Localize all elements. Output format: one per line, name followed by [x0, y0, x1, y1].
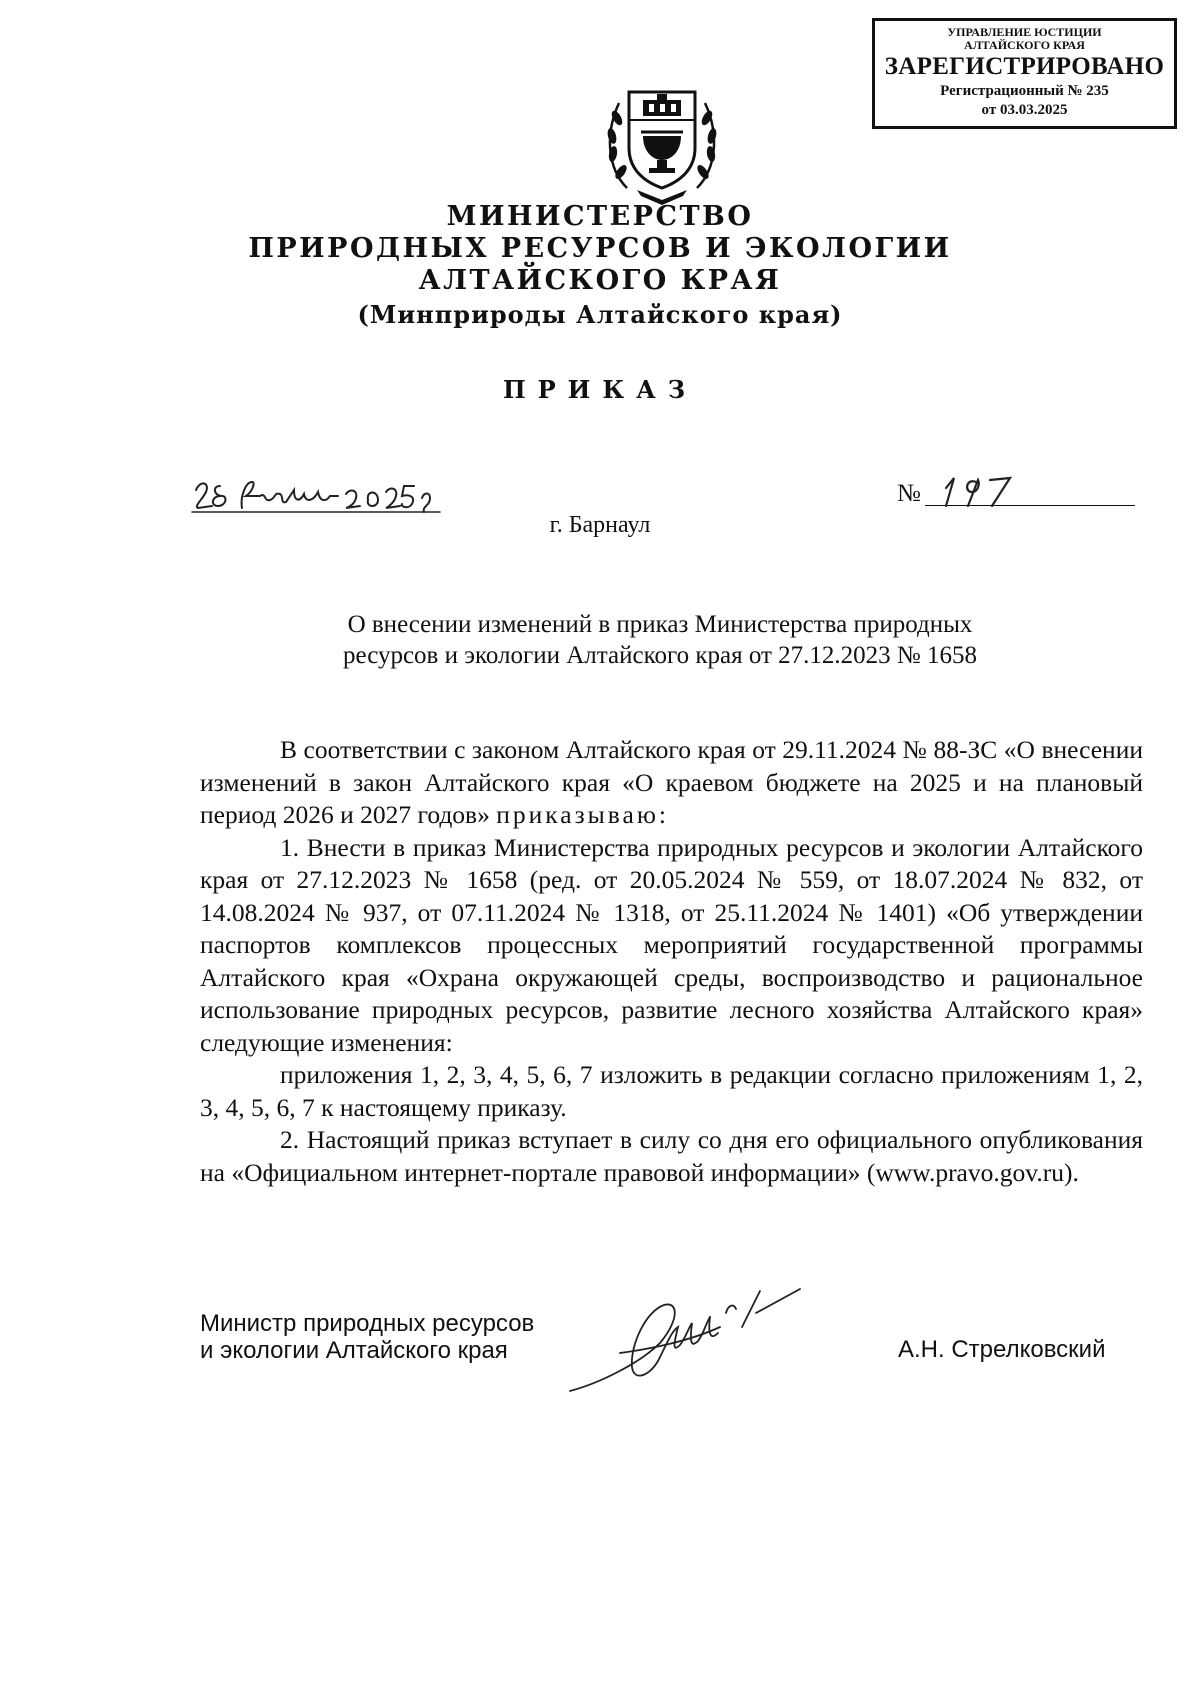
- stamp-line2: АЛТАЙСКОГО КРАЯ: [964, 38, 1085, 52]
- ministry-name-line1: МИНИСТЕРСТВО: [446, 201, 754, 232]
- coat-of-arms-icon: [597, 78, 727, 208]
- title-line1: О внесении изменений в приказ Министерства природных: [347, 611, 973, 638]
- signatory-position-line2: и экологии Алтайского края: [200, 1337, 508, 1364]
- city: г. Барнаул: [549, 512, 651, 538]
- document-body: [200, 734, 1143, 1189]
- handwritten-signature-icon: [560, 1283, 850, 1403]
- paragraph-item-2: 2. Настоящий приказ вступает в силу со дня его официального опубликования на «Официальном интернет-портале правовой информации» (www.pravo.gov.ru).: [200, 1125, 1143, 1187]
- paragraph-basis: [200, 734, 1143, 832]
- stamp-reg-date: от 03.03.2025: [981, 102, 1068, 118]
- ministry-name-line3: АЛТАЙСКОГО КРАЯ: [418, 265, 782, 296]
- title-line2: ресурсов и экологии Алтайского края от 27.12.2023 № 1658: [342, 642, 978, 669]
- signatory-name: А.Н. Стрелковский: [898, 1336, 1106, 1363]
- registration-stamp: [872, 18, 1177, 129]
- stamp-status: ЗАРЕГИСТРИРОВАНО: [884, 53, 1165, 80]
- stamp-reg-number: Регистрационный № 235: [940, 83, 1109, 99]
- handwritten-number: [938, 470, 1018, 510]
- signatory-position: [200, 1310, 534, 1364]
- document-type: ПРИКАЗ: [502, 375, 698, 404]
- signatory-position-line1: Министр природных ресурсов: [200, 1310, 535, 1337]
- handwritten-date: [190, 468, 455, 518]
- number-label: №: [897, 480, 921, 507]
- stamp-line1: УПРАВЛЕНИЕ ЮСТИЦИИ: [947, 25, 1102, 39]
- order-action-word: приказываю:: [496, 800, 669, 829]
- paragraph-basis-text: В соответствии с законом Алтайского края от 29.11.2024 № 88-ЗС «О внесении изменений в закон Алтайского края «О краевом бюджете на 2025 и на плановый период 2026 и 2027 годов»: [200, 735, 1143, 829]
- ministry-short-name: (Минприроды Алтайского края): [357, 300, 843, 329]
- paragraph-item-1: 1. Внести в приказ Министерства природных ресурсов и экологии Алтайского края от 27.12.2023 № 1658 (ред. от 20.05.2024 № 559, от 18.07.2024 № 832, от 14.08.2024 № 937, от 07.11.2024 № 1318, от 25.11.2024 № 1401) «Об утверждении паспортов комплексов процессных мероприятий государственной программы Алтайского края «Охрана окружающей среды, воспроизводство и рациональное использование природных ресурсов, развитие лесного хозяйства Алтайского края» следующие изменения:: [200, 832, 1143, 1057]
- document-title: [300, 609, 1020, 671]
- ministry-name-line2: ПРИРОДНЫХ РЕСУРСОВ И ЭКОЛОГИИ: [248, 233, 952, 264]
- paragraph-appendices: приложения 1, 2, 3, 4, 5, 6, 7 изложить в редакции согласно приложениям 1, 2, 3, 4, 5, 6, 7 к настоящему приказу.: [200, 1060, 1143, 1122]
